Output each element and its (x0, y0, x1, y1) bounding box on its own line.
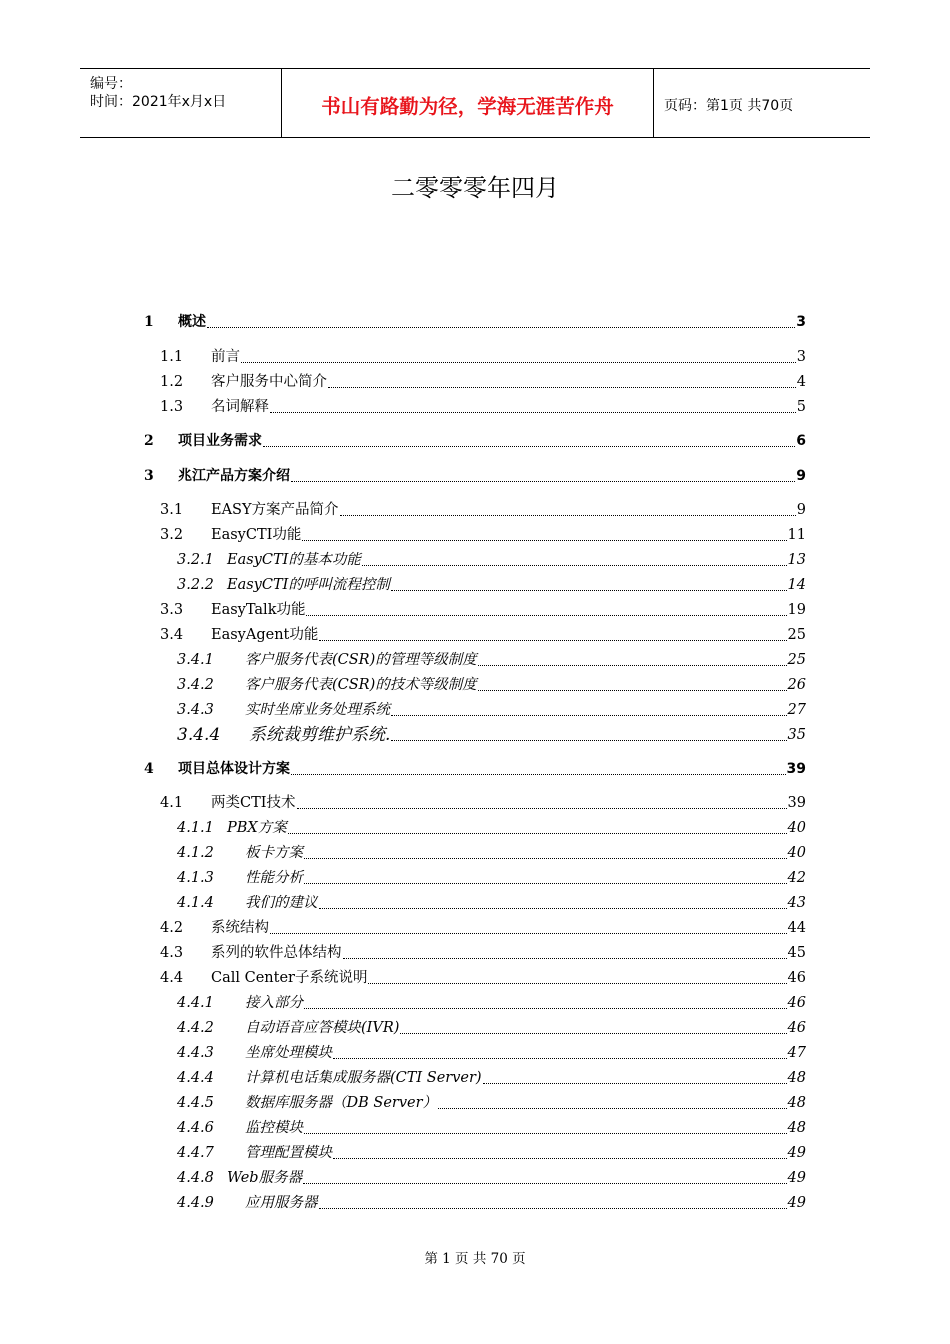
toc-entry-title: 坐席处理模块 (245, 1045, 332, 1061)
header-table (80, 68, 870, 138)
toc-entry-page: 46 (787, 995, 806, 1011)
toc-entry-title: 数据库服务器（DB Server） (245, 1095, 438, 1111)
toc-entry-page: 48 (787, 1070, 806, 1086)
toc-entry[interactable] (0, 674, 950, 694)
toc-leader-dots (438, 1108, 787, 1109)
toc-leader-dots (319, 908, 787, 909)
toc-entry-page: 46 (787, 1020, 806, 1036)
toc-entry-title: 自动语音应答模块(IVR) (245, 1020, 400, 1036)
toc-entry-page: 47 (787, 1045, 806, 1061)
document-title: 二零零零年四月 (391, 174, 559, 202)
toc-entry-number: 3.1 (160, 502, 184, 518)
toc-entry-page: 46 (787, 970, 806, 986)
toc-entry-page: 3 (796, 314, 806, 330)
toc-entry[interactable] (0, 892, 950, 912)
toc-leader-dots (478, 665, 787, 666)
toc-leader-dots (333, 1058, 787, 1059)
toc-entry-number: 3 (144, 468, 154, 484)
toc-leader-dots (291, 774, 786, 775)
toc-entry[interactable] (0, 1142, 950, 1162)
toc-leader-dots (263, 446, 795, 447)
toc-leader-dots (241, 362, 796, 363)
toc-entry-number: 3.4.3 (177, 702, 214, 718)
toc-entry-title: 系统裁剪维护系统. (249, 725, 391, 745)
toc-entry-title: 系统结构 (211, 920, 269, 936)
toc-entry-number: 3.4.2 (177, 677, 214, 693)
toc-entry-number: 4.4.2 (177, 1020, 214, 1036)
toc-leader-dots (478, 690, 787, 691)
toc-entry-number: 1.2 (160, 374, 184, 390)
header-info-cell (80, 69, 282, 137)
toc-entry-page: 6 (796, 433, 806, 449)
date-line: 时间：2021年x月x日 (90, 94, 227, 110)
toc-leader-dots (333, 1158, 787, 1159)
toc-entry-title: 客户服务代表(CSR)的管理等级制度 (245, 652, 477, 668)
toc-entry[interactable] (0, 992, 950, 1012)
toc-leader-dots (302, 540, 786, 541)
toc-leader-dots (391, 740, 786, 741)
toc-entry-title: 管理配置模块 (245, 1145, 332, 1161)
toc-leader-dots (297, 808, 787, 809)
toc-entry-title: EasyTalk功能 (211, 602, 306, 618)
toc-entry-title: 前言 (211, 349, 240, 365)
serial-label: 编号： (90, 76, 132, 92)
toc-entry-title: EasyAgent功能 (211, 627, 319, 643)
toc-entry-title: 计算机电话集成服务器(CTI Server) (245, 1070, 482, 1086)
toc-entry-number: 3.4 (160, 627, 184, 643)
toc-entry-page: 11 (787, 527, 806, 543)
toc-entry-number: 1 (144, 314, 154, 330)
toc-entry[interactable] (0, 624, 950, 644)
toc-leader-dots (400, 1033, 786, 1034)
toc-entry-page: 9 (796, 502, 806, 518)
toc-entry[interactable] (0, 1192, 950, 1212)
toc-leader-dots (270, 412, 796, 413)
page-footer: 第 1 页 共 70 页 (424, 1251, 526, 1267)
toc-leader-dots (303, 1183, 786, 1184)
toc-entry-number: 4.1.1 (177, 820, 214, 836)
toc-entry-page: 42 (787, 870, 806, 886)
toc-leader-dots (207, 327, 795, 328)
toc-leader-dots (483, 1083, 787, 1084)
toc-entry-number: 4.3 (160, 945, 184, 961)
toc-entry[interactable] (0, 524, 950, 544)
toc-entry[interactable] (0, 724, 950, 744)
toc-entry-number: 3.4.1 (177, 652, 214, 668)
toc-entry-number: 4.4.6 (177, 1120, 214, 1136)
toc-entry-page: 4 (796, 374, 806, 390)
toc-entry[interactable] (0, 758, 950, 778)
toc-entry-page: 9 (796, 468, 806, 484)
toc-entry-title: EASY方案产品简介 (211, 502, 339, 518)
toc-leader-dots (304, 1133, 787, 1134)
toc-leader-dots (304, 883, 787, 884)
toc-leader-dots (291, 481, 795, 482)
toc-entry[interactable] (0, 649, 950, 669)
toc-leader-dots (362, 565, 787, 566)
toc-leader-dots (270, 933, 787, 934)
toc-entry-number: 3.2.1 (177, 552, 214, 568)
toc-entry-number: 4 (144, 761, 154, 777)
toc-entry[interactable] (0, 842, 950, 862)
toc-entry-page: 40 (787, 820, 806, 836)
toc-entry[interactable] (0, 549, 950, 569)
toc-entry[interactable] (0, 1017, 950, 1037)
toc-entry-number: 4.4.4 (177, 1070, 214, 1086)
toc-entry-title: Call Center子系统说明 (211, 970, 368, 986)
toc-entry-title: 板卡方案 (245, 845, 303, 861)
toc-entry-title: EasyCTI的基本功能 (227, 552, 361, 568)
toc-entry-number: 3.4.4 (177, 725, 221, 745)
header-motto: 书山有路勤为径，学海无涯苦作舟 (282, 69, 654, 137)
toc-entry-number: 3.2 (160, 527, 184, 543)
toc-leader-dots (319, 1208, 787, 1209)
toc-entry-number: 4.1.4 (177, 895, 214, 911)
toc-entry-page: 25 (787, 652, 806, 668)
toc-entry-title: EasyCTI的呼叫流程控制 (227, 577, 390, 593)
toc-entry[interactable] (0, 346, 950, 366)
toc-entry-number: 4.1 (160, 795, 184, 811)
toc-entry-page: 26 (787, 677, 806, 693)
toc-entry[interactable] (0, 817, 950, 837)
toc-entry-title: 两类CTI技术 (211, 795, 296, 811)
toc-entry-title: 性能分析 (245, 870, 303, 886)
toc-entry-page: 48 (787, 1095, 806, 1111)
toc-entry[interactable] (0, 1167, 950, 1187)
toc-entry[interactable] (0, 1117, 950, 1137)
toc-entry-page: 3 (796, 349, 806, 365)
toc-entry-page: 40 (787, 845, 806, 861)
toc-entry-title: 名词解释 (211, 399, 269, 415)
toc-leader-dots (391, 715, 787, 716)
toc-entry-number: 4.1.3 (177, 870, 214, 886)
toc-entry[interactable] (0, 371, 950, 391)
toc-entry-title: 项目业务需求 (178, 433, 262, 449)
toc-leader-dots (304, 1008, 787, 1009)
toc-entry-number: 4.4.8 (177, 1170, 214, 1186)
toc-entry[interactable] (0, 1067, 950, 1087)
toc-entry-title: PBX方案 (227, 820, 287, 836)
toc-entry-number: 2 (144, 433, 154, 449)
toc-entry-number: 4.1.2 (177, 845, 214, 861)
toc-entry-number: 1.3 (160, 399, 184, 415)
toc-entry[interactable] (0, 917, 950, 937)
header-page-info: 页码：第1页 共70页 (664, 98, 794, 114)
toc-entry[interactable] (0, 1092, 950, 1112)
toc-entry[interactable] (0, 574, 950, 594)
toc-entry-title: Web服务器 (227, 1170, 303, 1186)
toc-entry-title: 接入部分 (245, 995, 303, 1011)
toc-leader-dots (340, 515, 796, 516)
toc-entry-page: 39 (786, 761, 806, 777)
toc-entry-title: 应用服务器 (245, 1195, 318, 1211)
toc-entry-title: 客户服务代表(CSR)的技术等级制度 (245, 677, 477, 693)
toc-entry-title: 监控模块 (245, 1120, 303, 1136)
toc-entry-page: 19 (787, 602, 806, 618)
toc-entry-page: 43 (787, 895, 806, 911)
toc-entry-page: 13 (787, 552, 806, 568)
toc-leader-dots (304, 858, 787, 859)
toc-entry-number: 3.2.2 (177, 577, 214, 593)
toc-entry-number: 4.4.5 (177, 1095, 214, 1111)
toc-entry[interactable] (0, 599, 950, 619)
toc-entry-title: 实时坐席业务处理系统 (245, 702, 390, 718)
toc-entry-number: 4.2 (160, 920, 184, 936)
toc-entry-page: 35 (787, 727, 806, 743)
toc-entry[interactable] (0, 942, 950, 962)
toc-leader-dots (319, 640, 786, 641)
toc-entry-title: 系列的软件总体结构 (211, 945, 342, 961)
toc-entry-title: 我们的建议 (245, 895, 318, 911)
toc-entry-title: 兆江产品方案介绍 (178, 468, 290, 484)
toc-entry-page: 39 (787, 795, 806, 811)
toc-entry-number: 3.3 (160, 602, 184, 618)
toc-entry-page: 49 (787, 1145, 806, 1161)
toc-entry-page: 49 (787, 1170, 806, 1186)
toc-entry-page: 14 (787, 577, 806, 593)
toc-entry-page: 48 (787, 1120, 806, 1136)
toc-entry[interactable] (0, 430, 950, 450)
toc-entry[interactable] (0, 867, 950, 887)
toc-entry[interactable] (0, 967, 950, 987)
toc-entry-number: 4.4.7 (177, 1145, 214, 1161)
toc-entry-number: 4.4.3 (177, 1045, 214, 1061)
toc-entry-page: 44 (787, 920, 806, 936)
toc-leader-dots (368, 983, 786, 984)
toc-entry[interactable] (0, 311, 950, 331)
toc-entry[interactable] (0, 499, 950, 519)
toc-entry-title: 概述 (178, 314, 206, 330)
toc-entry[interactable] (0, 792, 950, 812)
toc-leader-dots (391, 590, 787, 591)
toc-leader-dots (328, 387, 796, 388)
toc-entry-number: 1.1 (160, 349, 184, 365)
toc-entry-page: 5 (796, 399, 806, 415)
toc-leader-dots (343, 958, 787, 959)
toc-entry-page: 27 (787, 702, 806, 718)
toc-entry-number: 4.4 (160, 970, 184, 986)
toc-entry[interactable] (0, 396, 950, 416)
toc-entry[interactable] (0, 1042, 950, 1062)
toc-leader-dots (306, 615, 786, 616)
toc-entry-title: 客户服务中心简介 (211, 374, 327, 390)
toc-entry-number: 4.4.9 (177, 1195, 214, 1211)
toc-entry[interactable] (0, 465, 950, 485)
toc-entry[interactable] (0, 699, 950, 719)
toc-entry-page: 45 (787, 945, 806, 961)
toc-entry-title: EasyCTI功能 (211, 527, 302, 543)
toc-entry-page: 49 (787, 1195, 806, 1211)
toc-entry-number: 4.4.1 (177, 995, 214, 1011)
toc-leader-dots (288, 833, 787, 834)
toc-entry-title: 项目总体设计方案 (178, 761, 290, 777)
toc-entry-page: 25 (787, 627, 806, 643)
